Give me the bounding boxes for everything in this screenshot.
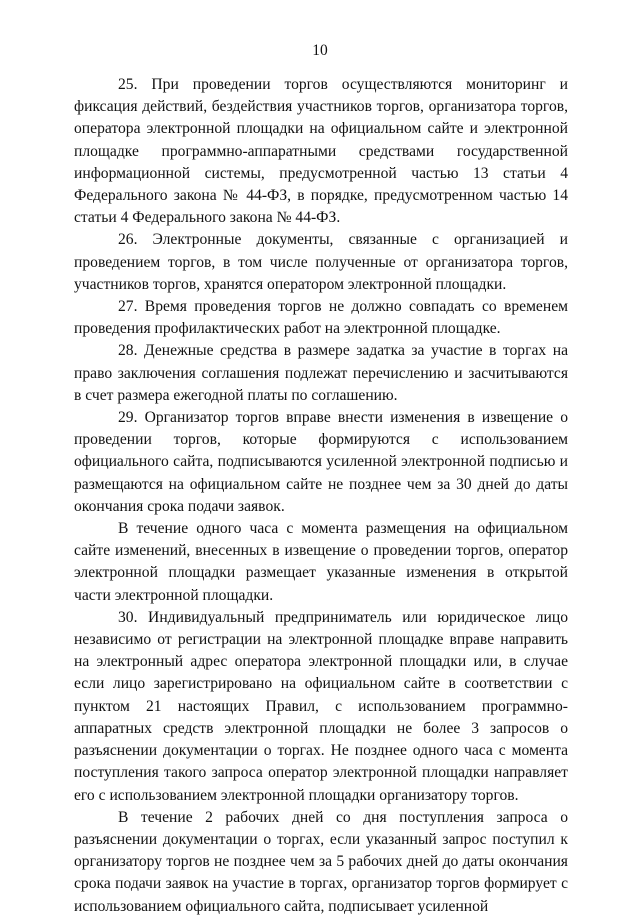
paragraph-30: 30. Индивидуальный предприниматель или юридическое лицо независимо от регистрации на электронной площадке вправе направить на электронный адрес оператора электронной площадки или, в случае если лицо зарегистрировано на официальном сайте в соответствии с пунктом 21 настоящих Правил, с использованием программно-аппаратных средств электронной площадки не более 3 запросов о разъяснении документации о торгах. Не позднее одного часа с момента поступления такого запроса оператор электронной площадки направляет его с использованием электронной площадки организатору торгов. bbox=[74, 608, 568, 804]
paragraph-29: 29. Организатор торгов вправе внести изменения в извещение о проведении торгов, которые формируются с использованием официального сайта, подписываются усиленной электронной подписью и размещаются на официальном сайте не позднее чем за 30 дней до даты окончания срока подачи заявок. bbox=[74, 409, 568, 515]
paragraph-28: 28. Денежные средства в размере задатка за участие в торгах на право заключения соглашения подлежат перечислению и засчитываются в счет размера ежегодной платы по соглашению. bbox=[74, 342, 568, 404]
paragraph-30-continued: В течение 2 рабочих дней со дня поступления запроса о разъяснении документации о торгах, если указанный запрос поступил к организатору торгов не позднее чем за 5 рабочих дней до даты окончания срока подачи заявок на участие в торгах, организатор торгов формирует с использованием официального сайта, подписывает усиленной bbox=[74, 808, 568, 915]
page-number: 10 bbox=[312, 42, 328, 59]
document-body bbox=[74, 74, 568, 918]
paragraph-27: 27. Время проведения торгов не должно совпадать со временем проведения профилактических работ на электронной площадке. bbox=[74, 298, 568, 338]
paragraph-29-continued: В течение одного часа с момента размещения на официальном сайте изменений, внесенных в извещение о проведении торгов, оператор электронной площадки размещает указанные изменения в открытой части электронной площадки. bbox=[74, 520, 568, 604]
paragraph-26: 26. Электронные документы, связанные с организацией и проведением торгов, в том числе полученные от организатора торгов, участников торгов, хранятся оператором электронной площадки. bbox=[74, 231, 568, 293]
paragraph-25: 25. При проведении торгов осуществляются мониторинг и фиксация действий, бездействия участников торгов, организатора торгов, оператора электронной площадки на официальном сайте и электронной площадке программно-аппаратными средствами государственной информационной системы, предусмотренной частью 13 статьи 4 Федерального закона № 44-ФЗ, в порядке, предусмотренном частью 14 статьи 4 Федерального закона № 44-ФЗ. bbox=[74, 76, 568, 227]
